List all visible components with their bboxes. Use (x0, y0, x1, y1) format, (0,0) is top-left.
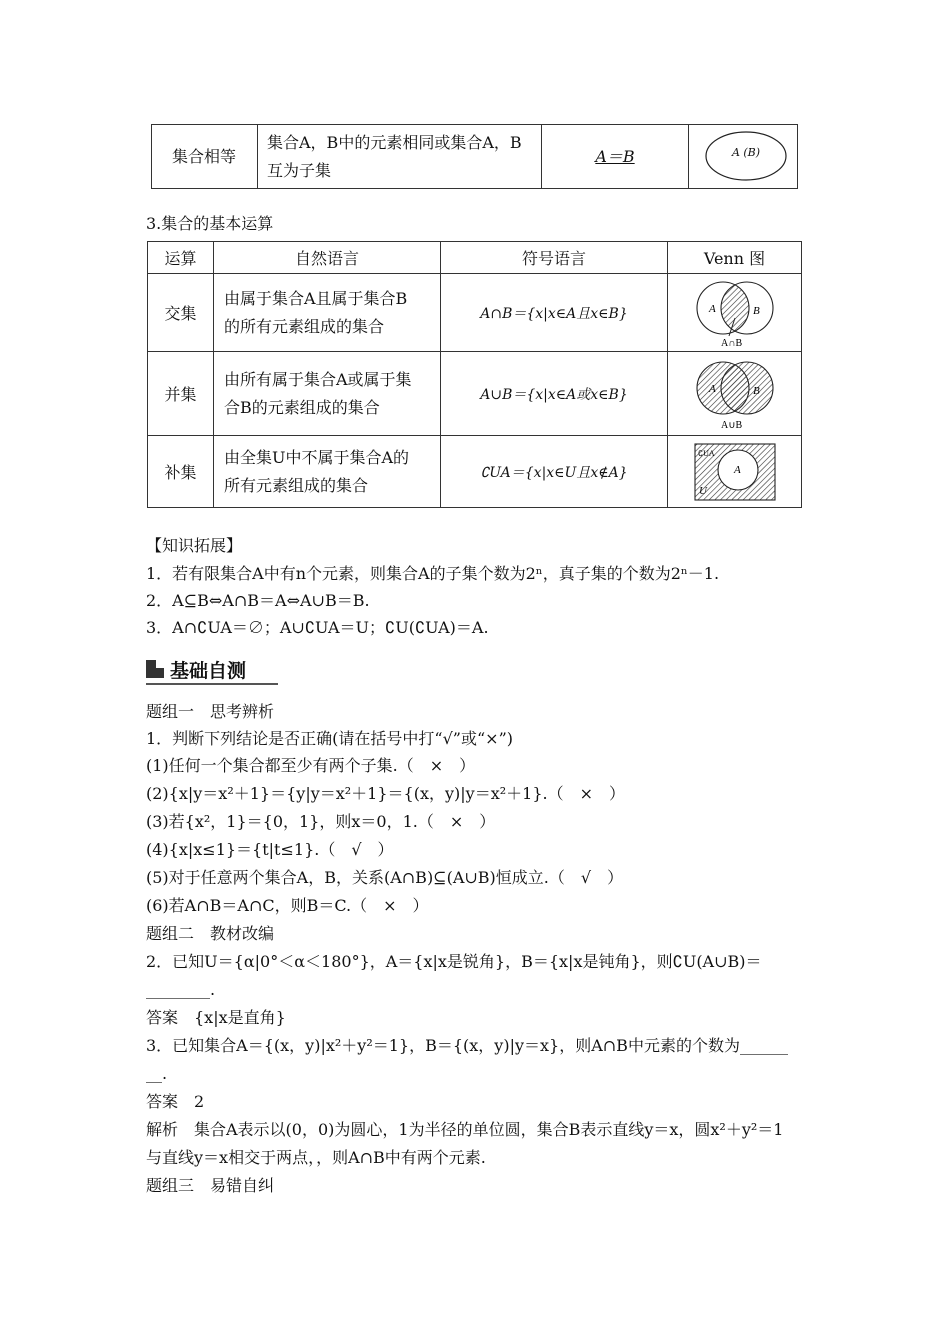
question3-explanation-2: 与直线y＝x相交于两点，，则A∩B中有两个元素. (146, 1148, 486, 1167)
section3-title: 3.集合的基本运算 (146, 214, 274, 233)
svg-text:B: B (752, 384, 760, 397)
question2: 2．已知U＝{α|0°＜α＜180°}，A＝{x|x是锐角}，B＝{x|x是钝角}，则∁U(A∪B)＝ (146, 952, 762, 971)
svg-text:A∪B: A∪B (720, 419, 742, 430)
natural-intersection: 由属于集合A且属于集合B 的所有元素组成的集合 (214, 274, 441, 352)
header-venn: Venn 图 (668, 242, 802, 274)
question1-item4: (4){x|x≤1}＝{t|t≤1}.（ √ ） (146, 840, 394, 859)
question3-blank: __. (146, 1064, 168, 1083)
question1-item1: (1)任何一个集合都至少有两个子集.（ × ） (146, 756, 476, 775)
extension-item-3: 3．A∩∁UA＝∅；A∪∁UA＝U；∁U(∁UA)＝A. (146, 618, 489, 637)
table-row (148, 352, 802, 436)
question3: 3．已知集合A＝{(x，y)|x²＋y²＝1}，B＝{(x，y)|y＝x}，则A∩B中元素的个数为______ (146, 1036, 788, 1055)
natural-complement: 由全集U中不属于集合A的 所有元素组成的集合 (214, 436, 441, 508)
op-intersection: 交集 (148, 274, 214, 352)
svg-text:U: U (698, 484, 707, 497)
extension-item-1: 1．若有限集合A中有n个元素，则集合A的子集个数为2ⁿ，真子集的个数为2ⁿ－1. (146, 564, 720, 583)
table-row (148, 436, 802, 508)
question1-item3: (3)若{x²，1}＝{0，1}，则x＝0，1.（ × ） (146, 812, 496, 831)
header-symbol: 符号语言 (441, 242, 668, 274)
extension-item-2: 2．A⊆B⇔A∩B＝A⇔A∪B＝B. (146, 591, 370, 610)
equal-sets-row (151, 124, 798, 189)
op-complement: 补集 (148, 436, 214, 508)
question2-blank: ________. (146, 980, 216, 999)
header-natural: 自然语言 (214, 242, 441, 274)
symbol-complement: ∁UA＝{x|x∈U且x∉A} (441, 436, 668, 508)
natural-union: 由所有属于集合A或属于集 合B的元素组成的集合 (214, 352, 441, 436)
venn-complement-cell (668, 436, 802, 508)
svg-text:B: B (752, 304, 760, 317)
complement-venn-diagram (693, 442, 777, 502)
operations-table (147, 241, 802, 508)
venn-union-cell (668, 352, 802, 436)
question1: 1．判断下列结论是否正确(请在括号中打“√”或“×”) (146, 729, 513, 748)
intersection-venn-diagram (685, 278, 785, 348)
venn-intersection-cell (668, 274, 802, 352)
svg-text:A: A (708, 382, 716, 395)
union-venn-diagram (685, 358, 785, 430)
question1-item2: (2){x|y＝x²＋1}＝{y|y＝x²＋1}＝{(x，y)|y＝x²＋1}.（ × ） (146, 784, 625, 803)
symbol-intersection: A∩B＝{x|x∈A且x∈B} (441, 274, 668, 352)
row-desc-line2: 互为子集 (267, 161, 332, 180)
row-name: 集合相等 (171, 147, 236, 166)
group1-title: 题组一 思考辨析 (146, 702, 275, 721)
equal-venn-label: A (B) (731, 146, 761, 159)
svg-text:A: A (708, 302, 716, 315)
question1-item6: (6)若A∩B＝A∩C，则B＝C.（ × ） (146, 896, 429, 915)
table-row (148, 274, 802, 352)
section-heading (146, 656, 278, 686)
row-desc-line1: 集合A，B中的元素相同或集合A，B (267, 133, 522, 152)
question3-answer: 答案 2 (146, 1092, 205, 1111)
extension-title: 【知识拓展】 (146, 536, 243, 555)
group3-title: 题组三 易错自纠 (146, 1176, 275, 1195)
op-union: 并集 (148, 352, 214, 436)
section-heading-text: 基础自测 (170, 660, 247, 682)
svg-text:∁UA: ∁UA (697, 448, 715, 458)
group2-title: 题组二 教材改编 (146, 924, 275, 943)
svg-text:A∩B: A∩B (720, 337, 742, 348)
row-symbol: A＝B (595, 147, 635, 166)
question1-item5: (5)对于任意两个集合A，B，关系(A∩B)⊆(A∪B)恒成立.（ √ ） (146, 868, 624, 887)
question3-explanation-1: 解析 集合A表示以(0，0)为圆心，1为半径的单位圆，集合B表示直线y＝x，圆x²＋y²＝1 (146, 1120, 784, 1139)
header-op: 运算 (148, 242, 214, 274)
section-heading-rule (146, 683, 278, 685)
svg-text:A: A (733, 463, 741, 476)
symbol-union: A∪B＝{x|x∈A或x∈B} (441, 352, 668, 436)
question2-answer: 答案 {x|x是直角} (146, 1008, 286, 1027)
